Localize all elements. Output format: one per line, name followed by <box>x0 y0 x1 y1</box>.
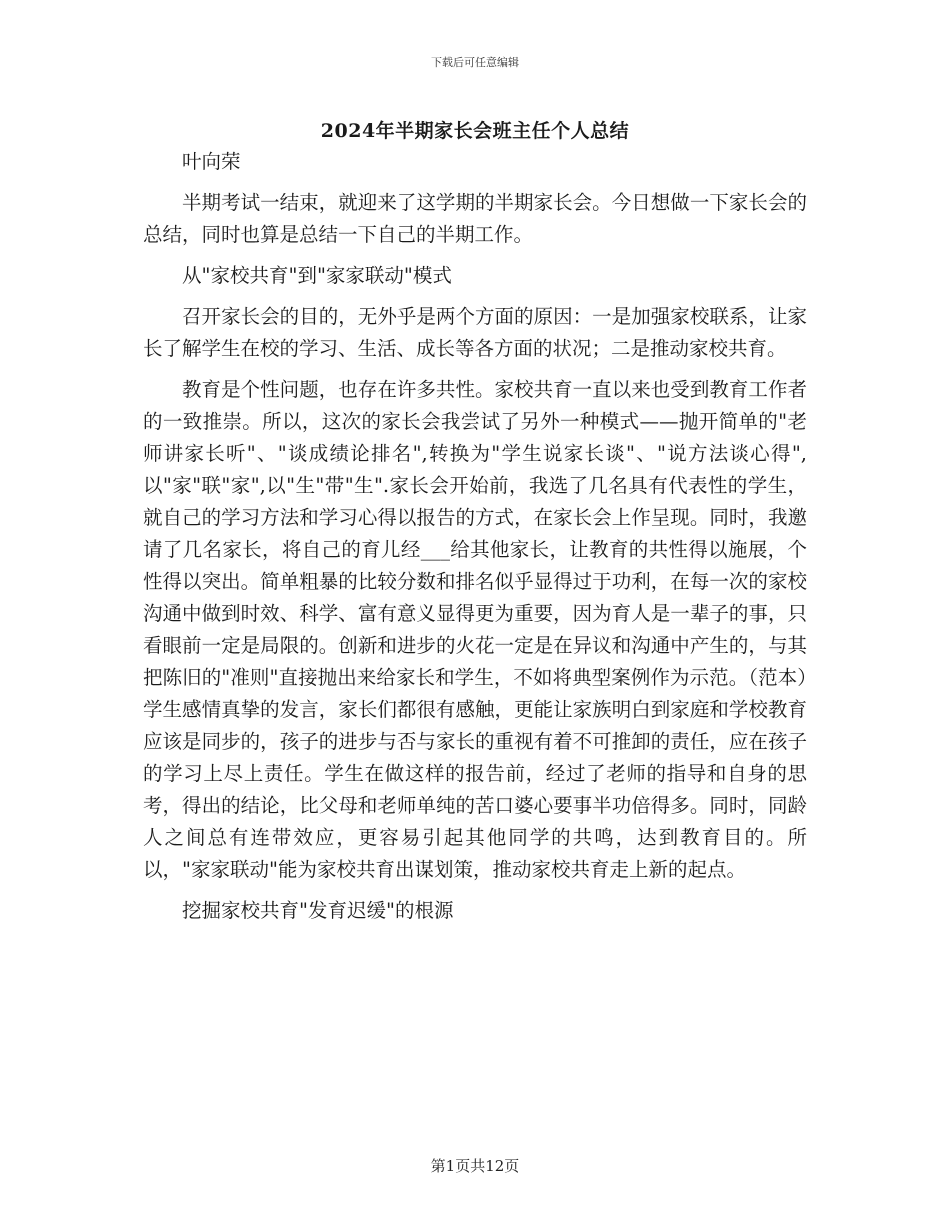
header-note: 下载后可任意编辑 <box>431 56 519 69</box>
document-body <box>143 146 807 927</box>
author-line: 叶向荣 <box>182 150 241 173</box>
paragraph-intro: 半期考试一结束，就迎来了这学期的半期家长会。今日想做一下家长会的总结，同时也算是总结一下自己的半期工作。 <box>143 191 807 246</box>
section-heading-mode: 从"家校共育"到"家家联动"模式 <box>182 264 452 287</box>
section-heading-root-cause: 挖掘家校共育"发育迟缓"的根源 <box>182 899 454 922</box>
document-title: 2024年半期家长会班主任个人总结 <box>320 120 630 142</box>
page-footer: 第1页共12页 <box>430 1157 520 1175</box>
paragraph-education: 教育是个性问题，也存在许多共性。家校共育一直以来也受到教育工作者的一致推崇。所以，这次的家长会我尝试了另外一种模式——抛开简单的"老师讲家长听"、"谈成绩论排名",转换为"学生说家长谈"、"说方法谈心得",以"家"联"家",以"生"带"生".家长会开始前，我选了几名具有代表性的学生，就自己的学习方法和学习心得以报告的方式，在家长会上作呈现。同时，我邀请了几名家长，将自己的育儿经___给其他家长，让教育的共性得以施展，个性得以突出。简单粗暴的比较分数和排名似乎显得过于功利，在每一次的家校沟通中做到时效、科学、富有意义显得更为重要，因为育人是一辈子的事，只看眼前一定是局限的。创新和进步的火花一定是在异议和沟通中产生的，与其把陈旧的"准则"直接抛出来给家长和学生，不如将典型案例作为示范。（范本）学生感情真挚的发言，家长们都很有感触，更能让家族明白到家庭和学校教育应该是同步的，孩子的进步与否与家长的重视有着不可推卸的责任，应在孩子的学习上尽上责任。学生在做这样的报告前，经过了老师的指导和自身的思考，得出的结论，比父母和老师单纯的苦口婆心要事半功倍得多。同时，同龄人之间总有连带效应，更容易引起其他同学的共鸣，达到教育目的。所以，"家家联动"能为家校共育出谋划策，推动家校共育走上新的起点。 <box>143 378 807 881</box>
paragraph-purpose: 召开家长会的目的，无外乎是两个方面的原因：一是加强家校联系，让家长了解学生在校的学习、生活、成长等各方面的状况；二是推动家校共育。 <box>143 305 807 360</box>
